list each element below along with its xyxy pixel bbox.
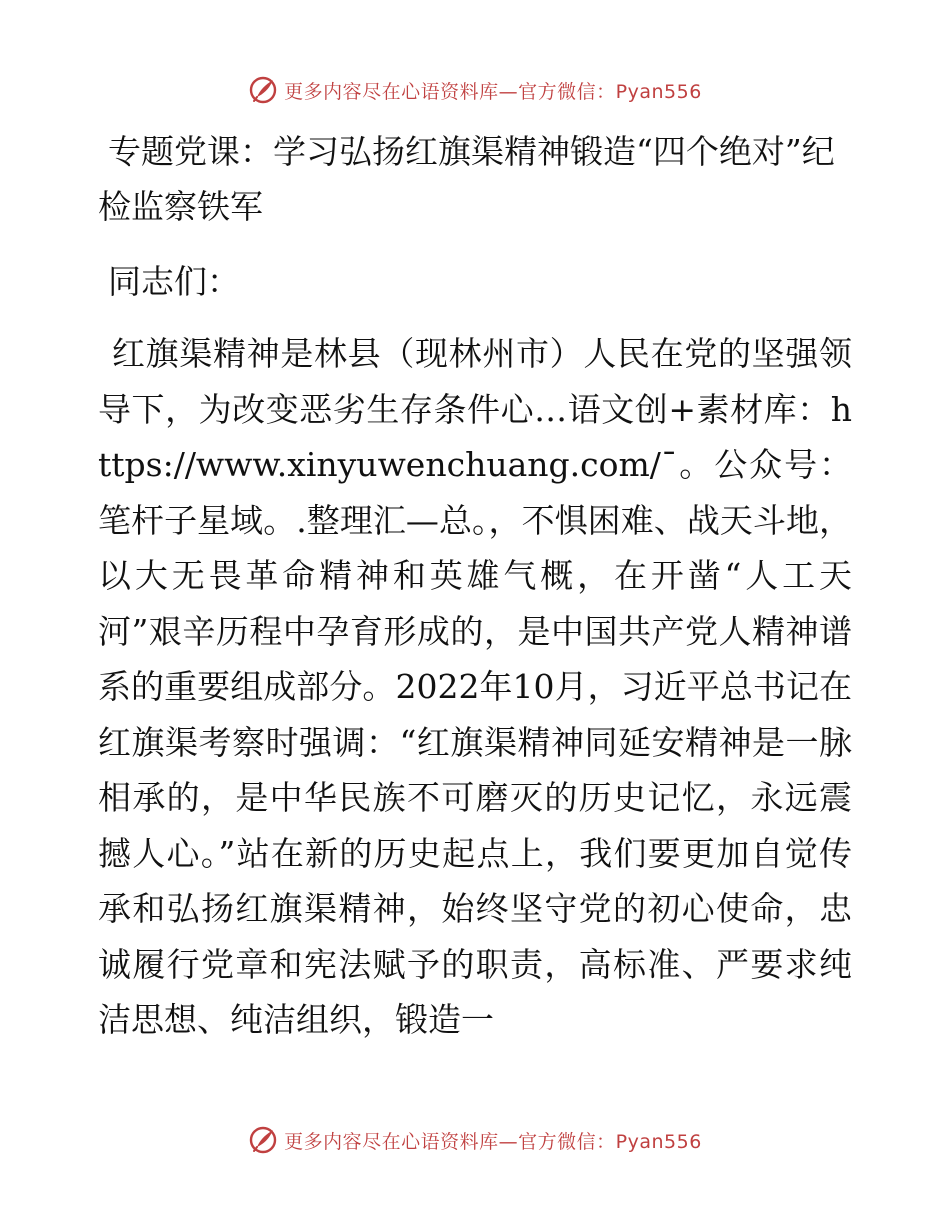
document-title: 专题党课：学习弘扬红旗渠精神锻造“四个绝对”纪检监察铁军 [98, 132, 835, 226]
footer-banner [0, 1120, 950, 1160]
body-paragraph: 红旗渠精神是林县（现林州市）人民在党的坚强领导下，为改变恶劣生存条件心…语文创+素材库：https://www.xinyuwenchuang.com/¯。公众号：笔杆子星域。.整理汇—总。，不惧困难、战天斗地，以大无畏革命精神和英雄气概，在开凿“人工天河”艰辛历程中孕育形成的，是中国共产党人精神谱系的重要组成部分。2022年10月，习近平总书记在红旗渠考察时强调：“红旗渠精神同延安精神是一脉相承的，是中华民族不可磨灭的历史记忆，永远震撼人心。”站在新的历史起点上，我们要更加自觉传承和弘扬红旗渠精神，始终坚守党的初心使命，忠诚履行党章和宪法赋予的职责，高标准、严要求纯洁思想、纯洁组织，锻造一 [98, 334, 852, 1039]
feather-pen-logo-icon [248, 75, 278, 105]
header-banner-text: 更多内容尽在心语资料库—官方微信：Pyan556 [284, 80, 702, 103]
header-banner [0, 70, 950, 110]
feather-pen-logo-icon [248, 1125, 278, 1155]
footer-banner-text: 更多内容尽在心语资料库—官方微信：Pyan556 [284, 1130, 702, 1153]
greeting: 同志们： [108, 262, 240, 301]
